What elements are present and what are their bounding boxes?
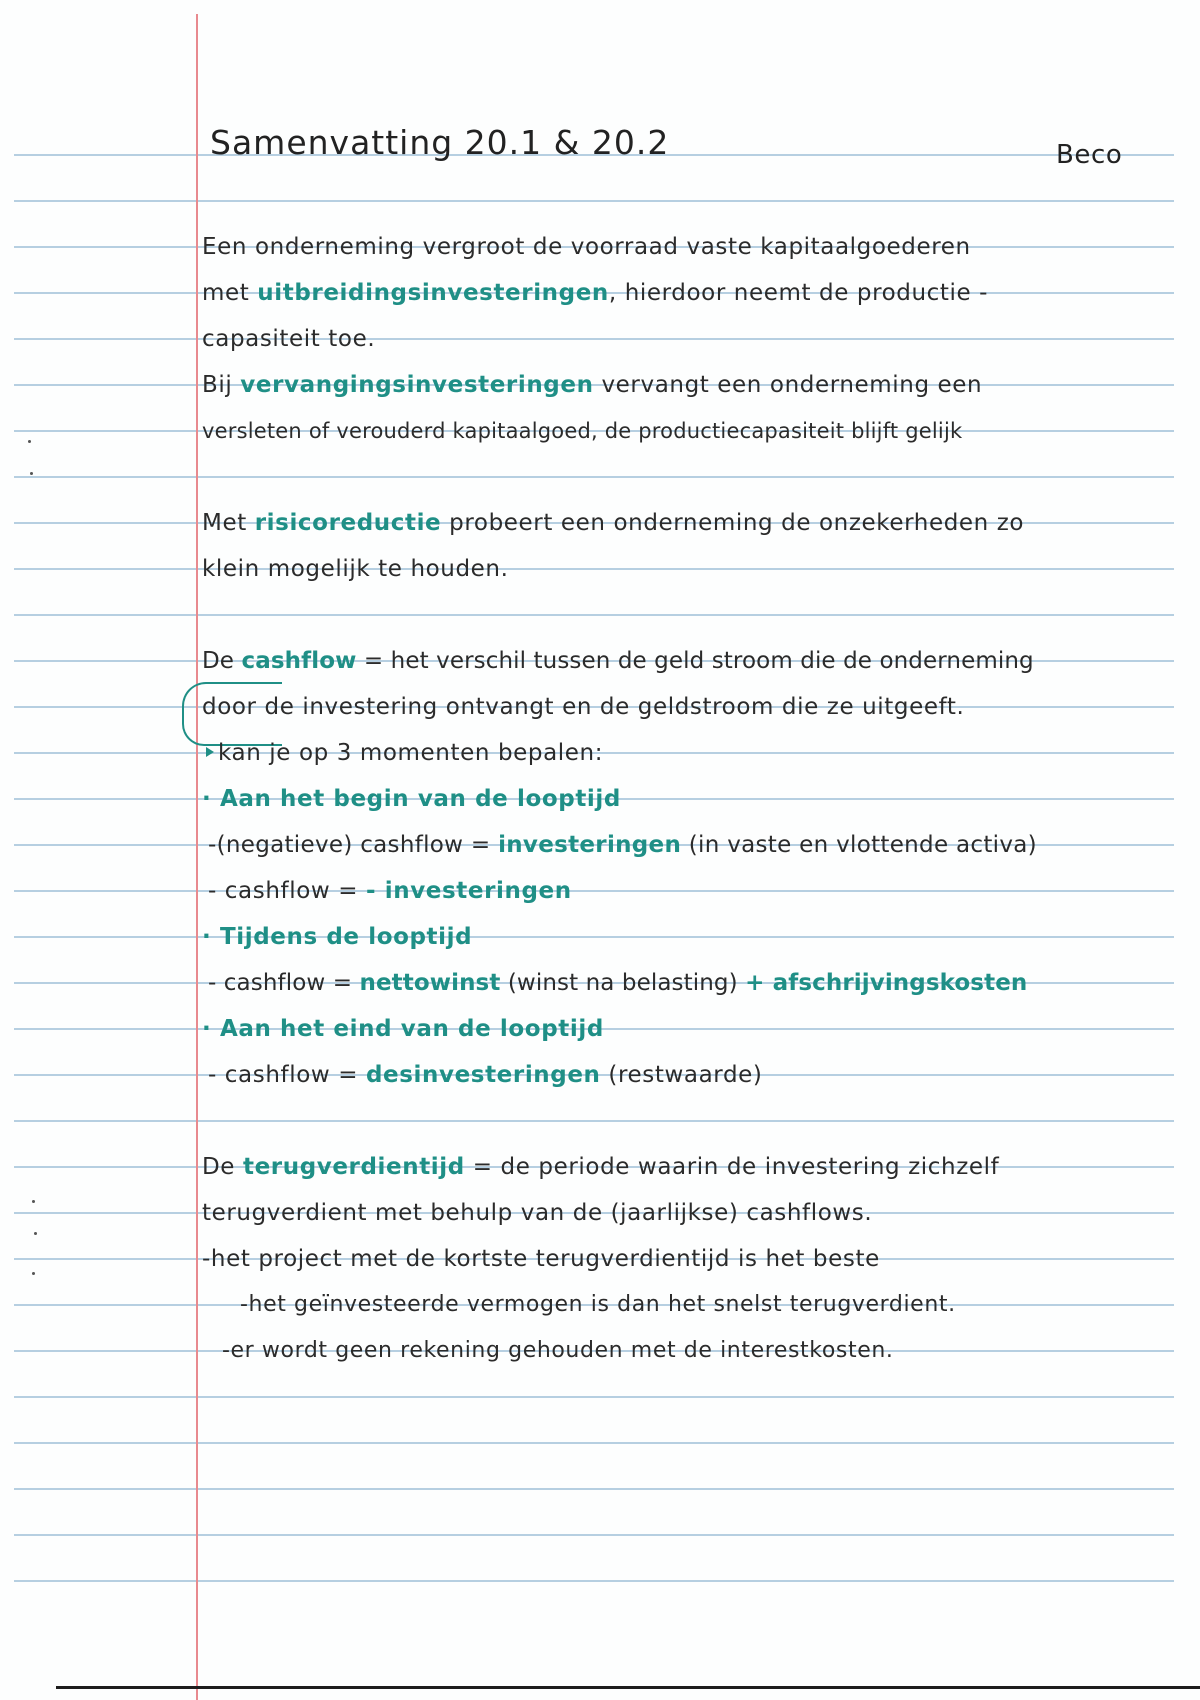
ruled-line — [14, 476, 1174, 478]
p4-line1-pre: De — [202, 1154, 243, 1180]
p1-line2 — [202, 278, 988, 308]
gutter-dot — [34, 1232, 37, 1235]
moment2-heading: · Tijdens de looptijd — [202, 924, 473, 950]
p3-line2: door de investering ontvangt en de geldstroom die ze uitgeeft. — [202, 694, 965, 720]
term-vervangingsinvesteringen: vervangingsinvesteringen — [240, 372, 594, 398]
moment1-item-b — [208, 876, 572, 906]
ruled-line — [14, 936, 1174, 938]
ruled-line — [14, 200, 1174, 202]
ruled-line — [14, 568, 1174, 570]
p1-line2-post: , hierdoor neemt de productie - — [608, 280, 989, 306]
arrow-tip-icon — [206, 747, 214, 757]
p1-line4 — [202, 370, 982, 400]
p3-line3: kan je op 3 momenten bepalen: — [218, 740, 604, 766]
p4-line3: -het project met de kortste terugverdientijd is het beste — [202, 1246, 880, 1272]
moment1-heading: · Aan het begin van de looptijd — [202, 786, 621, 812]
moment3-item-a — [208, 1060, 762, 1090]
p4-line2: terugverdient met behulp van de (jaarlijkse) cashflows. — [202, 1200, 873, 1226]
gutter-dot — [32, 1200, 35, 1203]
margin-line — [196, 14, 198, 1700]
p3-line1-pre: De — [202, 648, 242, 674]
p1-line5: versleten of verouderd kapitaalgoed, de productiecapasiteit blijft gelijk — [202, 419, 963, 443]
moment2-item-a — [208, 968, 1027, 998]
p3-line1 — [202, 646, 1034, 676]
term-uitbreidingsinvesteringen: uitbreidingsinvesteringen — [257, 280, 609, 306]
gutter-dot — [28, 440, 31, 443]
p2-line2: klein mogelijk te houden. — [202, 556, 509, 582]
ruled-line — [14, 1120, 1174, 1122]
m1b-pre: - cashflow = — [208, 878, 366, 904]
p4-line4: -het geïnvesteerde vermogen is dan het snelst terugverdient. — [240, 1292, 956, 1317]
p2-line1-post: probeert een onderneming de onzekerheden zo — [441, 510, 1025, 536]
p2-line1 — [202, 508, 1024, 538]
ruled-line — [14, 1396, 1174, 1398]
term-terugverdientijd: terugverdientijd — [242, 1154, 465, 1180]
subject-label: Beco — [1056, 140, 1123, 170]
p1-line4-post: vervangt een onderneming een — [593, 372, 983, 398]
term-min-investeringen: - investeringen — [365, 878, 572, 904]
p4-line1 — [202, 1152, 999, 1182]
m3a-pre: - cashflow = — [208, 1062, 366, 1088]
term-desinvesteringen: desinvesteringen — [365, 1062, 601, 1088]
ruled-line — [14, 338, 1174, 340]
p1-line3: capasiteit toe. — [202, 326, 376, 352]
p4-line5: -er wordt geen rekening gehouden met de interestkosten. — [222, 1338, 894, 1363]
p1-line2-pre: met — [202, 280, 258, 306]
p4-line1-post: = de periode waarin de investering zichzelf — [464, 1154, 1000, 1180]
ruled-line — [14, 614, 1174, 616]
gutter-dot — [32, 1272, 35, 1275]
ruled-line — [14, 1580, 1174, 1582]
ruled-line — [14, 890, 1174, 892]
term-investeringen: investeringen — [498, 832, 682, 858]
term-nettowinst: nettowinst — [359, 970, 501, 996]
p1-line4-pre: Bij — [202, 372, 241, 398]
ruled-line — [14, 1534, 1174, 1536]
m1a-post: (in vaste en vlottende activa) — [681, 832, 1037, 858]
term-cashflow: cashflow — [241, 648, 357, 674]
p3-line1-post: = het verschil tussen de geld stroom die de onderneming — [356, 648, 1034, 674]
m2a-mid: (winst na belasting) — [500, 970, 746, 996]
m3a-post: (restwaarde) — [600, 1062, 763, 1088]
m1a-pre: -(negatieve) cashflow = — [208, 832, 499, 858]
term-risicoreductie: risicoreductie — [254, 510, 442, 536]
m2a-pre: - cashflow = — [208, 970, 360, 996]
gutter-dot — [30, 472, 33, 475]
p2-line1-pre: Met — [202, 510, 255, 536]
moment3-heading: · Aan het eind van de looptijd — [202, 1016, 604, 1042]
ruled-line — [14, 1488, 1174, 1490]
moment1-item-a — [208, 830, 1037, 860]
page-title: Samenvatting 20.1 & 20.2 — [210, 123, 670, 162]
p1-line1: Een onderneming vergroot de voorraad vaste kapitaalgoederen — [202, 234, 971, 260]
ruled-line — [14, 1442, 1174, 1444]
page-bottom-edge — [56, 1686, 1200, 1689]
term-afschrijvingskosten: + afschrijvingskosten — [745, 970, 1028, 996]
